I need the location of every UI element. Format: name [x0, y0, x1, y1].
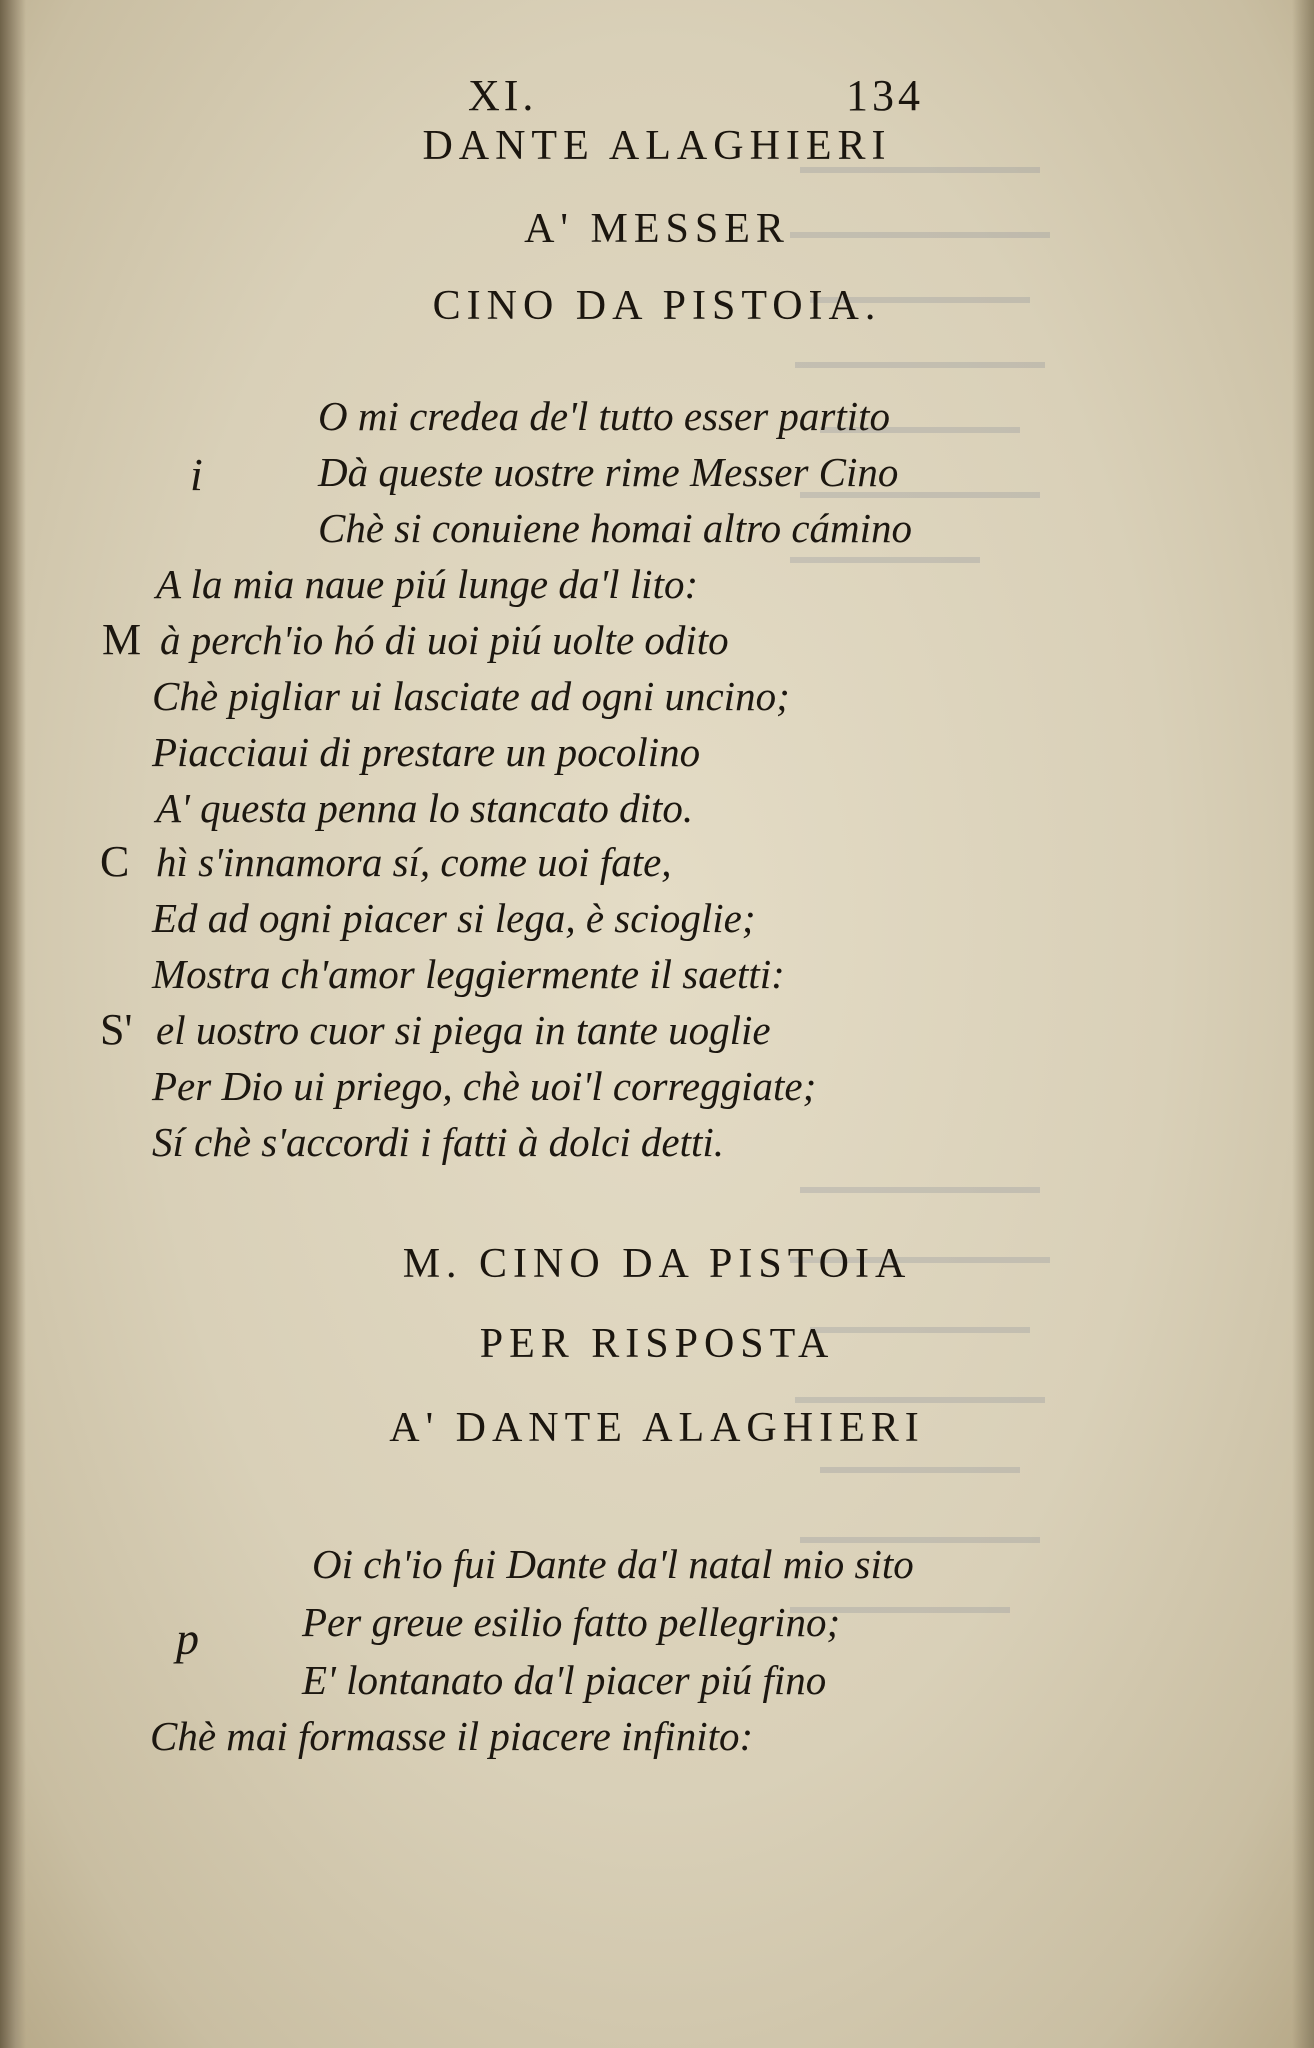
poem1-line-7: Piacciaui di prestare un pocolino — [152, 729, 701, 775]
poem2-line-1: Oi ch'io fui Dante da'l natal mio sito — [312, 1541, 914, 1587]
poem1-initial-m: M — [102, 615, 142, 664]
poem1-title-line-1: DANTE ALAGHIERI — [422, 123, 892, 169]
poem2-line-3: E' lontanato da'l piacer piú fino — [302, 1657, 827, 1703]
poem1-line-13: Per Dio ui priego, chè uoi'l correggiate; — [152, 1063, 817, 1109]
poem2-margin-mark: p — [176, 1613, 199, 1664]
poem1-initial-s: S' — [100, 1005, 133, 1054]
poem1-line-9: hì s'innamora sí, come uoi fate, — [156, 839, 672, 885]
page-number: 134 — [846, 71, 924, 120]
poem1-title-line-3: CINO DA PISTOIA. — [432, 283, 882, 329]
poem2-line-2: Per greue esilio fatto pellegrino; — [302, 1599, 841, 1645]
poem1-line-5: à perch'io hó di uoi piú uolte odito — [160, 617, 729, 663]
poem1-line-4: A la mia naue piú lunge da'l lito: — [156, 561, 699, 607]
poem1-line-2: Dà queste uostre rime Messer Cino — [318, 449, 899, 495]
poem1-line-12: el uostro cuor si piega in tante uoglie — [156, 1007, 771, 1053]
poem1-line-8: A' questa penna lo stancato dito. — [156, 785, 694, 831]
poem1-margin-mark: i — [190, 449, 203, 500]
poem2-title-line-3: A' DANTE ALAGHIERI — [389, 1405, 925, 1451]
poem1-initial-c: C — [100, 837, 130, 886]
poem1-line-1: O mi credea de'l tutto esser partito — [318, 393, 891, 439]
poem1-title-line-2: A' MESSER — [524, 206, 790, 252]
section-number: XI. — [468, 71, 538, 120]
poem1-line-10: Ed ad ogni piacer si lega, è scioglie; — [152, 895, 756, 941]
poem1-line-6: Chè pigliar ui lasciate ad ogni uncino; — [152, 673, 790, 719]
poem2-line-4: Chè mai formasse il piacere infinito: — [150, 1713, 754, 1759]
poem1-line-14: Sí chè s'accordi i fatti à dolci detti. — [152, 1119, 725, 1165]
poem1-line-11: Mostra ch'amor leggiermente il saetti: — [152, 951, 785, 997]
poem1-line-3: Chè si conuiene homai altro cámino — [318, 505, 913, 551]
poem2-title-line-2: PER RISPOSTA — [479, 1321, 835, 1367]
poem2-title-line-1: M. CINO DA PISTOIA — [402, 1241, 912, 1287]
